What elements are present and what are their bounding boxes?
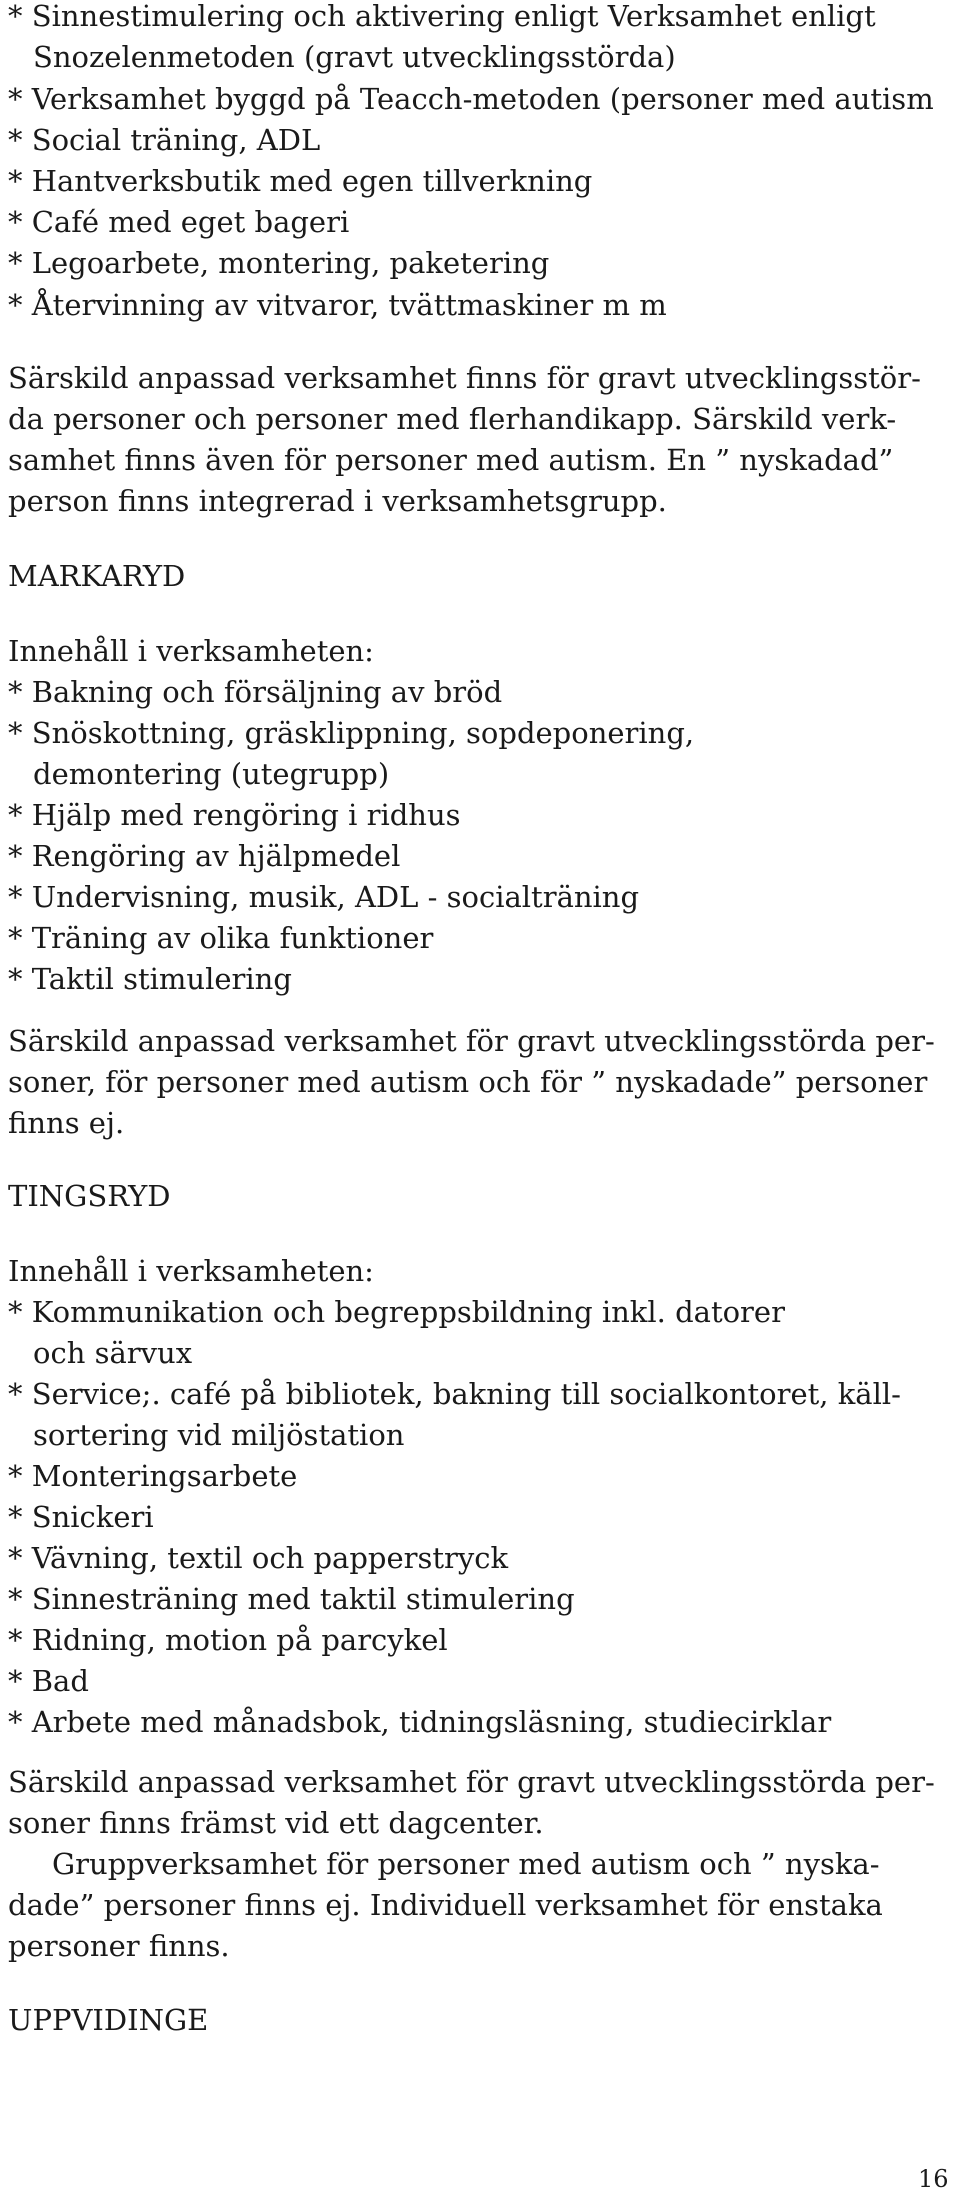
paragraph-line: soner finns främst vid ett dagcenter. [8, 1806, 544, 1840]
list-item: * Sinnestimulering och aktivering enligt Verksamhet enligt [8, 0, 876, 33]
section-intro: Innehåll i verksamheten: [8, 1254, 374, 1288]
paragraph-line: personer finns. [8, 1929, 230, 1963]
paragraph-line: Särskild anpassad verksamhet för gravt utvecklingsstörda per- [8, 1024, 935, 1058]
paragraph-line: soner, för personer med autism och för ” nyskadade” personer [8, 1065, 928, 1099]
list-item: * Sinnesträning med taktil stimulering [8, 1582, 575, 1616]
paragraph-line: samhet finns även för personer med autism. En ” nyskadad” [8, 443, 894, 477]
list-item: * Hantverksbutik med egen tillverkning [8, 164, 593, 198]
list-item: * Undervisning, musik, ADL - socialträning [8, 880, 640, 914]
list-item: * Verksamhet byggd på Teacch-metoden (personer med autism [8, 82, 934, 116]
list-item: * Återvinning av vitvaror, tvättmaskiner m m [8, 288, 667, 322]
list-item: * Vävning, textil och papperstryck [8, 1541, 509, 1575]
list-item: * Arbete med månadsbok, tidningsläsning, studiecirklar [8, 1705, 832, 1739]
list-item: * Snickeri [8, 1500, 154, 1534]
list-item: * Social träning, ADL [8, 123, 321, 157]
list-item-continuation: demontering (utegrupp) [33, 757, 390, 791]
list-item: * Bakning och försäljning av bröd [8, 675, 503, 709]
list-item-continuation: Snozelenmetoden (gravt utvecklingsstörda) [33, 40, 676, 74]
section-heading: UPPVIDINGE [8, 2003, 209, 2037]
list-item: * Kommunikation och begreppsbildning inkl. datorer [8, 1295, 785, 1329]
list-item: * Monteringsarbete [8, 1459, 298, 1493]
paragraph-line: person finns integrerad i verksamhetsgrupp. [8, 484, 667, 518]
paragraph-line: Gruppverksamhet för personer med autism och ” nyska- [52, 1847, 880, 1881]
page-number: 16 [918, 2165, 949, 2193]
list-item-continuation: och särvux [33, 1336, 193, 1370]
list-item: * Taktil stimulering [8, 962, 292, 996]
list-item: * Träning av olika funktioner [8, 921, 434, 955]
list-item: * Rengöring av hjälpmedel [8, 839, 401, 873]
list-item-continuation: sortering vid miljöstation [33, 1418, 405, 1452]
paragraph-line: dade” personer finns ej. Individuell verksamhet för enstaka [8, 1888, 883, 1922]
list-item: * Café med eget bageri [8, 205, 350, 239]
list-item: * Bad [8, 1664, 89, 1698]
list-item: * Hjälp med rengöring i ridhus [8, 798, 461, 832]
section-heading: MARKARYD [8, 559, 186, 593]
paragraph-line: da personer och personer med flerhandikapp. Särskild verk- [8, 402, 897, 436]
section-heading: TINGSRYD [8, 1179, 171, 1213]
paragraph-line: finns ej. [8, 1106, 125, 1140]
section-intro: Innehåll i verksamheten: [8, 634, 374, 668]
list-item: * Service;. café på bibliotek, bakning till socialkontoret, käll- [8, 1377, 901, 1411]
list-item: * Snöskottning, gräsklippning, sopdeponering, [8, 716, 695, 750]
list-item: * Legoarbete, montering, paketering [8, 246, 550, 280]
paragraph-line: Särskild anpassad verksamhet för gravt utvecklingsstörda per- [8, 1765, 935, 1799]
list-item: * Ridning, motion på parcykel [8, 1623, 448, 1657]
paragraph-line: Särskild anpassad verksamhet finns för gravt utvecklingsstör- [8, 361, 921, 395]
